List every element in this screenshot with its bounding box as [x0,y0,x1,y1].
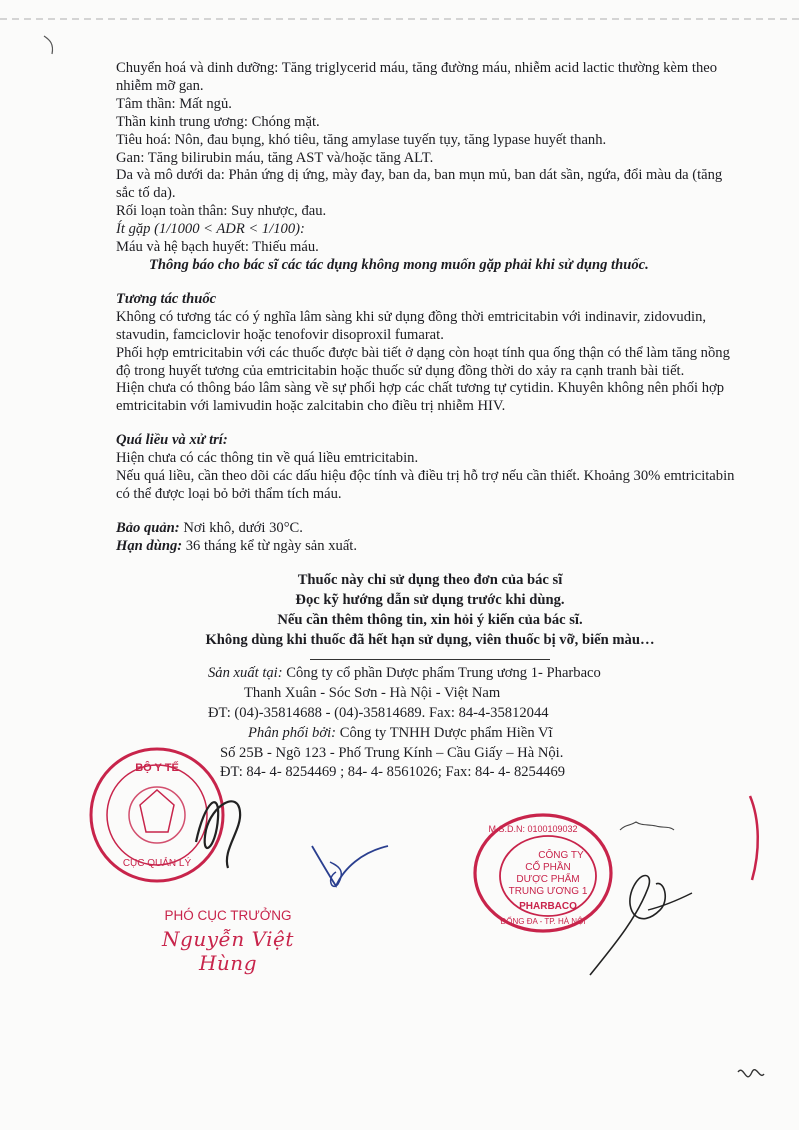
scan-edge-line [0,18,799,20]
company-stamp-line4: TRUNG ƯƠNG 1 [508,886,588,897]
overdose-2: Nếu quá liều, cần theo dõi các dấu hiệu độc tính và điều trị hỗ trợ nếu cần thiết. Khoảng 30% emtricitabin có thể được loại bỏ bởi thẩm tích máu. [116,468,735,502]
company-stamp-line3: DƯỢC PHẨM [516,874,580,885]
manufacturer-address: Thanh Xuân - Sóc Sơn - Hà Nội - Việt Nam [244,685,501,702]
adverse-cns: Thần kinh trung ương: Chóng mặt. [116,113,320,130]
ministry-stamp-top-text: BỘ Y TẾ [135,762,179,774]
overdose-1: Hiện chưa có các thông tin về quá liều emtricitabin. [116,450,419,467]
company-stamp-brand: PHARBACO [519,901,577,912]
manufacturer-phone: ĐT: (04)-35814688 - (04)-35814689. Fax: 84-4-35812044 [208,705,549,722]
interaction-1: Không có tương tác có ý nghĩa lâm sàng khi sử dụng đồng thời emtricitabin với indinavir, zidovudin, stavudin, famciclovir hoặc tenofovir disoproxil fumarat. [116,308,707,343]
official-title: PHÓ CỤC TRƯỞNG [164,908,292,923]
manufacturer-info [208,664,744,783]
divider [310,659,550,660]
warnings-block [116,570,744,651]
uncommon-heading: Ít gặp (1/1000 < ADR < 1/100): [116,221,305,238]
official-signature-left [196,801,388,886]
adverse-general: Rối loạn toàn thân: Suy nhược, đau. [116,203,327,220]
storage-value: Nơi khô, dưới 30°C. [179,519,303,536]
distributor-phone: ĐT: 84- 4- 8254469 ; 84- 4- 8561026; Fax: 84- 4- 8254469 [220,764,566,781]
expiry-line [116,538,744,556]
expiry-label: Hạn dùng: [116,537,183,554]
distributor-label: Phân phối bởi: [248,724,337,741]
manufacturer-name: Công ty cổ phần Dược phẩm Trung ương 1- Pharbaco [282,665,601,682]
manufacturer-label: Sản xuất tại: [208,665,283,682]
company-signature [590,822,692,975]
adverse-blood: Máu và hệ bạch huyết: Thiếu máu. [116,239,319,256]
storage-label: Bảo quản: [116,519,180,536]
warning-expired: Không dùng khi thuốc đã hết hạn sử dụng, viên thuốc bị vỡ, biến màu… [205,632,655,649]
warning-ask-doctor: Nếu cần thêm thông tin, xin hỏi ý kiến của bác sĩ. [277,612,583,629]
adverse-digestive: Tiêu hoá: Nôn, đau bụng, khó tiêu, tăng amylase tuyến tụy, tăng lypase huyết thanh. [116,131,607,148]
adverse-psychiatric: Tâm thần: Mất ngủ. [116,95,232,112]
warning-read-leaflet: Đọc kỹ hướng dẫn sử dụng trước khi dùng. [295,591,565,608]
interaction-3: Hiện chưa có thông báo lâm sàng về sự phối hợp các chất tương tự cytidin. Khuyên không nên phối hợp emtricitabin với lamivudin hoặc zalcitabin cho điều trị nhiễm HIV. [116,380,725,415]
adverse-liver: Gan: Tăng bilirubin máu, tăng AST và/hoặc tăng ALT. [116,149,434,166]
report-notice: Thông báo cho bác sĩ các tác dụng không mong muốn gặp phải khi sử dụng thuốc. [149,256,649,273]
distributor-address: Số 25B - Ngõ 123 - Phố Trung Kính – Cầu Giấy – Hà Nội. [220,744,564,761]
interaction-2: Phối hợp emtricitabin với các thuốc được bài tiết ở dạng còn hoạt tính qua ống thận có thể làm tăng nồng độ trong huyết tương của emtricitabin hoặc thuốc sử dụng đồng thời do xảy ra cạnh tranh bài tiết. [116,344,730,379]
company-stamp-ring-text: M.S.D.N: 0100109032 [488,824,578,834]
official-signature-block [148,908,308,975]
stamp-fragment-right [750,796,758,880]
company-stamp-line2: CỔ PHẦN [525,862,571,873]
distributor-name: Công ty TNHH Dược phẩm Hiền Vĩ [336,724,553,741]
company-stamp-line1: CÔNG TY [538,850,584,861]
storage-line [116,520,744,538]
manufacturer-line [208,664,744,684]
adverse-skin: Da và mô dưới da: Phản ứng dị ứng, mày đay, ban da, ban mụn mủ, ban dát sần, ngứa, đổi màu da (tăng sắc tố da). [116,167,723,202]
distributor-line [208,724,744,744]
interactions-heading: Tương tác thuốc [116,290,217,307]
expiry-value: 36 tháng kể từ ngày sản xuất. [182,537,357,554]
corner-mark [44,36,53,54]
page-initials [738,1070,764,1077]
company-stamp-bottom-text: ĐỐNG ĐA - TP. HÀ NỘI [500,917,586,926]
leaflet-body [116,60,744,783]
overdose-heading: Quá liều và xử trí: [116,432,228,449]
warning-prescription: Thuốc này chỉ sử dụng theo đơn của bác sĩ [297,571,563,588]
official-name: Nguyễn Việt Hùng [162,927,294,975]
ministry-stamp-bottom-text: CỤC QUẢN LÝ [122,858,192,869]
company-stamp [475,815,611,931]
adverse-metabolism: Chuyển hoá và dinh dưỡng: Tăng triglycerid máu, tăng đường máu, nhiễm acid lactic thường kèm theo nhiễm mỡ gan. [116,60,718,94]
